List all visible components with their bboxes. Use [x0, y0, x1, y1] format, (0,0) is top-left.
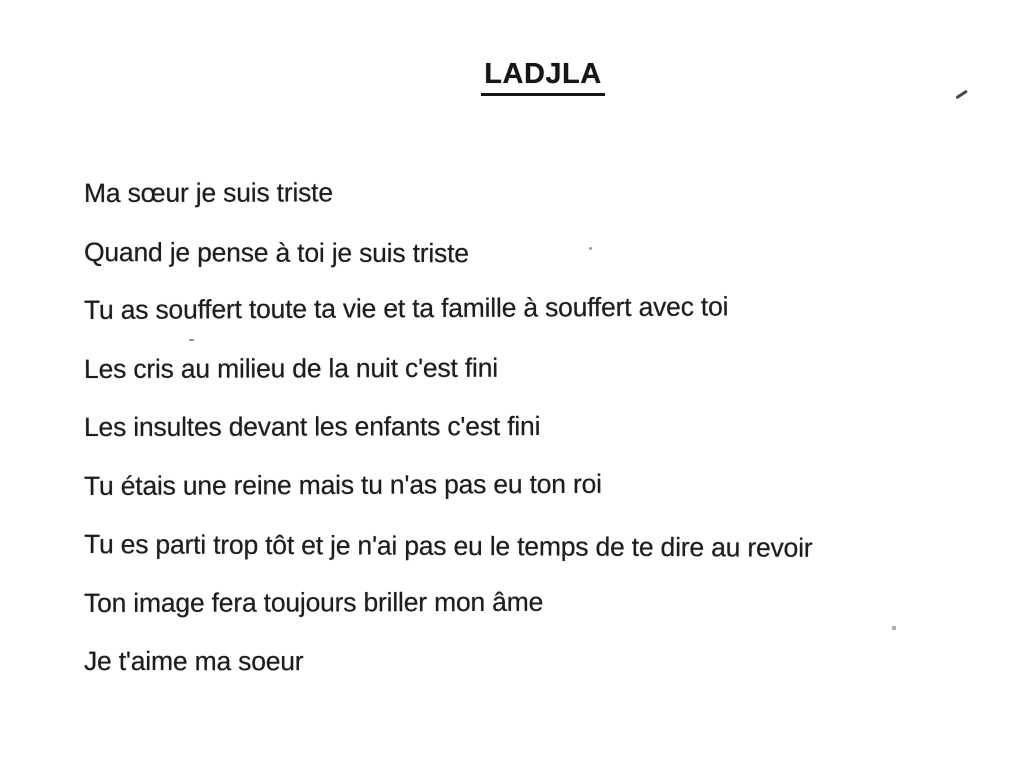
- title-row: [0, 58, 1024, 96]
- poem-line: Les cris au milieu de la nuit c'est fini: [83, 352, 498, 384]
- poem-body: [84, 164, 984, 691]
- poem-line: Tu es parti trop tôt et je n'ai pas eu le temps de te dire au revoir: [83, 529, 813, 563]
- poem-line: Je t'aime ma soeur: [83, 646, 304, 677]
- document-title: LADJLA: [481, 58, 604, 96]
- poem-line: Les insultes devant les enfants c'est fini: [83, 411, 541, 442]
- poem-line: Tu étais une reine mais tu n'as pas eu ton roi: [83, 468, 602, 501]
- poem-line: Quand je pense à toi je suis triste: [83, 236, 469, 268]
- scan-artifact-speck: [589, 247, 592, 250]
- scan-artifact-speck: [892, 626, 896, 630]
- poem-line: Tu as souffert toute ta vie et ta famille à souffert avec toi: [83, 291, 729, 325]
- scan-artifact-speck: [189, 339, 194, 341]
- poem-line: Ma sœur je suis triste: [83, 177, 333, 208]
- poem-line: Ton image fera toujours briller mon âme: [83, 586, 544, 618]
